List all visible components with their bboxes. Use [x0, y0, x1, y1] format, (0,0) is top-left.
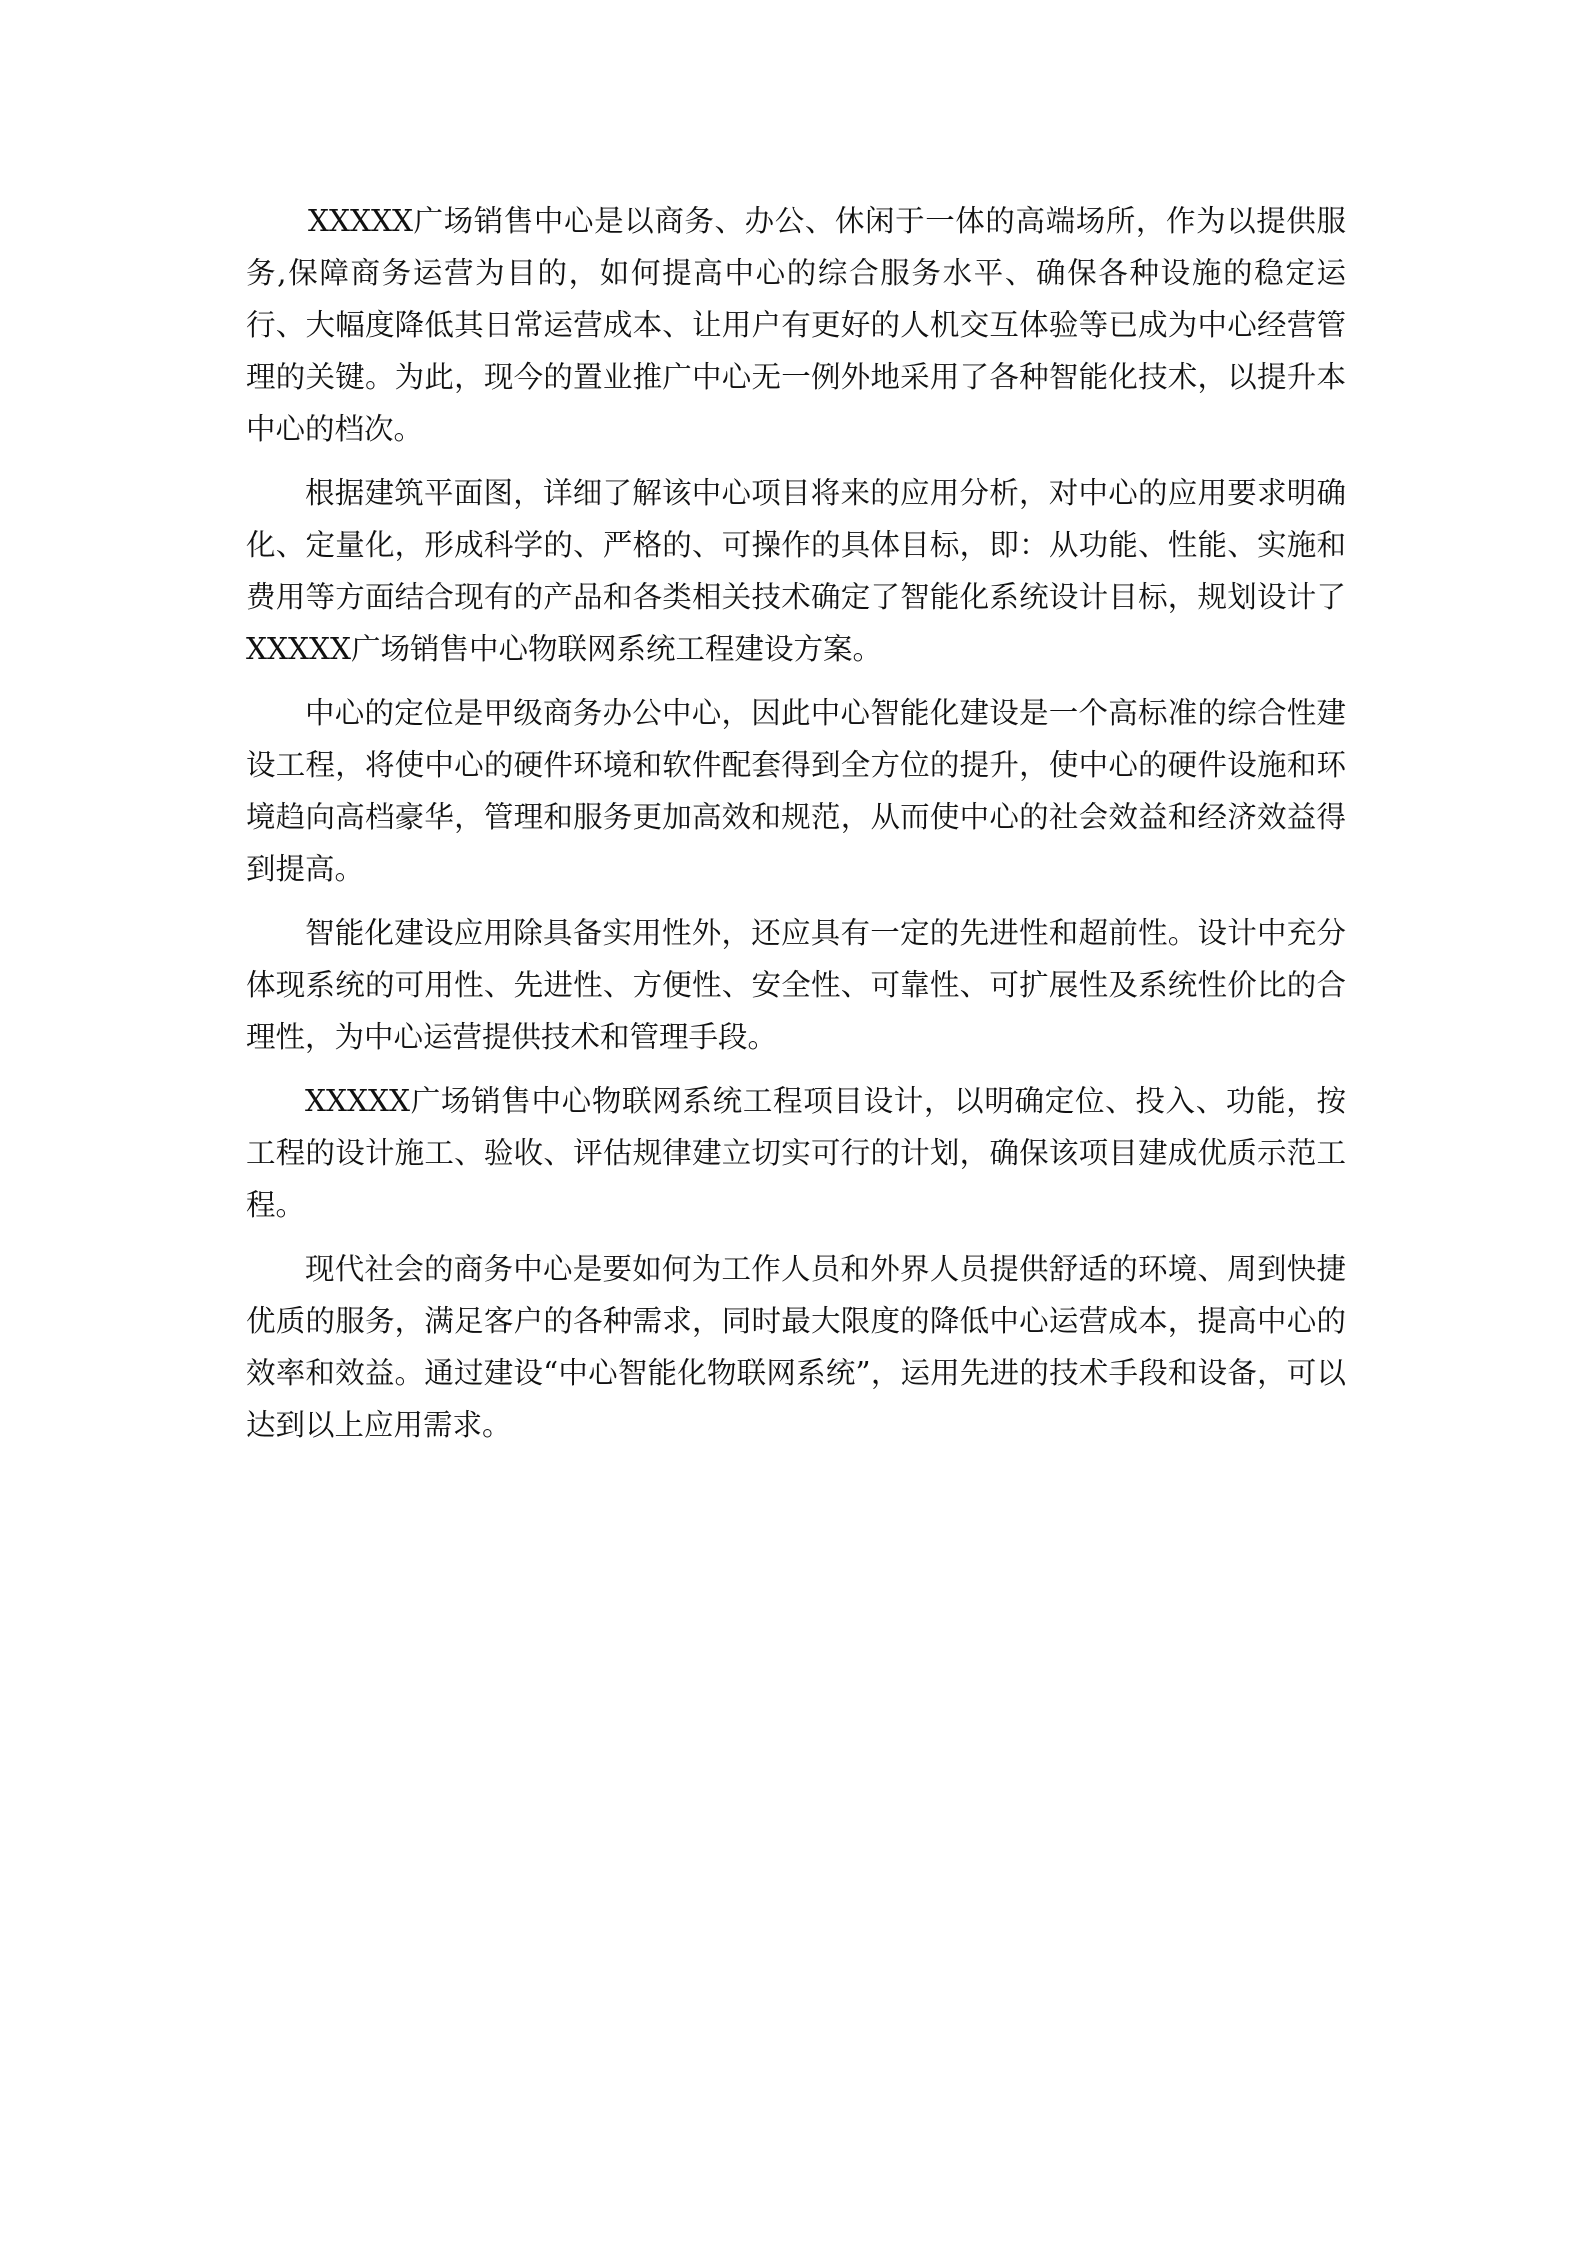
- paragraph-advancement: 智能化建设应用除具备实用性外，还应具有一定的先进性和超前性。设计中充分体现系统的可用性、先进性、方便性、安全性、可靠性、可扩展性及系统性价比的合理性，为中心运营提供技术和管理手段。: [246, 916, 1346, 1054]
- paragraph-design-goals: 根据建筑平面图，详细了解该中心项目将来的应用分析，对中心的应用要求明确化、定量化，形成科学的、严格的、可操作的具体目标，即：从功能、性能、实施和费用等方面结合现有的产品和各类相关技术确定了智能化系统设计目标，规划设计了 XXXXX广场销售中心物联网系统工程建设方案。: [246, 476, 1346, 666]
- paragraph-positioning: 中心的定位是甲级商务办公中心，因此中心智能化建设是一个高标准的综合性建设工程，将使中心的硬件环境和软件配套得到全方位的提升，使中心的硬件设施和环境趋向高档豪华，管理和服务更加高效和规范，从而使中心的社会效益和经济效益得到提高。: [246, 696, 1346, 886]
- document-body: [246, 195, 1346, 1463]
- paragraph-conclusion: 现代社会的商务中心是要如何为工作人员和外界人员提供舒适的环境、周到快捷优质的服务，满足客户的各种需求，同时最大限度的降低中心运营成本，提高中心的效率和效益。通过建设“中心智能化物联网系统”，运用先进的技术手段和设备，可以达到以上应用需求。: [246, 1252, 1346, 1442]
- paragraph-project-design: XXXXX广场销售中心物联网系统工程项目设计，以明确定位、投入、功能，按工程的设计施工、验收、评估规律建立切实可行的计划，确保该项目建成优质示范工程。: [246, 1084, 1346, 1222]
- paragraph-intro: XXXXX广场销售中心是以商务、办公、休闲于一体的高端场所，作为以提供服务,保障商务运营为目的，如何提高中心的综合服务水平、确保各种设施的稳定运行、大幅度降低其日常运营成本、让用户有更好的人机交互体验等已成为中心经营管理的关键。为此，现今的置业推广中心无一例外地采用了各种智能化技术，以提升本中心的档次。: [246, 204, 1346, 446]
